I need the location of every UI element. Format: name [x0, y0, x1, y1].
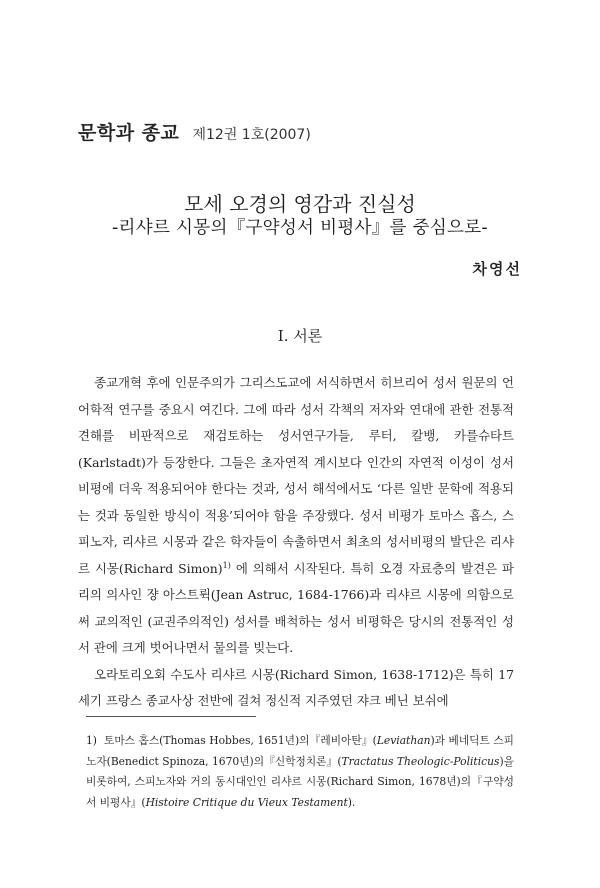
journal-name: 문학과 종교 — [78, 122, 180, 144]
footnote-title-italic: Histoire Critique du Vieux Testament — [145, 795, 348, 809]
footnote-text: 토마스 홉스(Thomas Hobbes, 1651년)의『레비아탄』( — [104, 734, 377, 747]
section-heading: I. 서론 — [277, 327, 323, 345]
footnote-number: 1) — [86, 734, 97, 747]
footnote-reference: 1) — [222, 560, 231, 570]
journal-issue: 제12권 1호(2007) — [192, 127, 311, 143]
footnote-title-italic: Leviathan — [376, 734, 431, 747]
footnote-text: )을 비롯하여, 스피노자와 거의 동시대인인 리샤르 시몽(Richard Simon, 1678년)의『구약성서 비평사』( — [86, 754, 514, 809]
journal-header — [78, 118, 311, 145]
body-paragraph — [78, 370, 514, 662]
body-text — [78, 370, 514, 715]
article-title: 모세 오경의 영감과 진실성 — [184, 192, 416, 216]
body-paragraph: 오라토리오회 수도사 리샤르 시몽(Richard Simon, 1638-1712)은 특히 17세기 프랑스 종교사상 전반에 걸쳐 정신적 지주였던 쟈크 베닌 보쉬에 — [78, 666, 514, 708]
footnote-title-italic: Tractatus Theologic-Politicus — [341, 754, 500, 768]
author-name: 차영선 — [472, 260, 522, 278]
footnote — [86, 731, 514, 813]
article-subtitle: -리샤르 시몽의『구약성서 비평사』를 중심으로- — [111, 218, 489, 238]
paragraph-text: 종교개혁 후에 인문주의가 그리스도교에 서식하면서 히브리어 성서 원문의 언어학적 연구를 중요시 여긴다. 그에 따라 성서 각책의 저자와 연대에 관한 전통적 견해를 비판적으로 재검토하는 성서연구가들, 루터, 칼뱅, 카를슈타트(Karlstadt)가 등장한다. 그들은 초자연적 계시보다 인간의 자연적 이성이 성서비평에 더욱 적용되어야 한다는 것과, 성서 해석에서도 ‘다른 일반 문학에 적용되는 것과 동일한 방식이 적용’되어야 함을 주장했다. 성서 비평가 토마스 홉스, 스피노자, 리샤르 시몽과 같은 학자들이 속출하면서 최초의 성서비평의 발단은 리샤르 시몽(Richard Simon) — [78, 375, 514, 576]
footnote-text: ). — [347, 795, 356, 809]
paragraph-text: 에 의해서 시작된다. 특히 오경 자료층의 발견은 파리의 의사인 쟝 아스트뤽(Jean Astruc, 1684-1766)과 리샤르 시몽에 의함으로써 교의적인 (교권주의적인) 성서를 배척하는 성서 비평학은 당시의 전통적인 성서 관에 크게 벗어나면서 물의를 빚는다. — [78, 560, 514, 655]
footnote-text: )과 베네딕트 스피노자(Benedict Spinoza, 1670년)의『신학정치론』( — [86, 734, 514, 768]
footnote-divider — [86, 716, 256, 717]
